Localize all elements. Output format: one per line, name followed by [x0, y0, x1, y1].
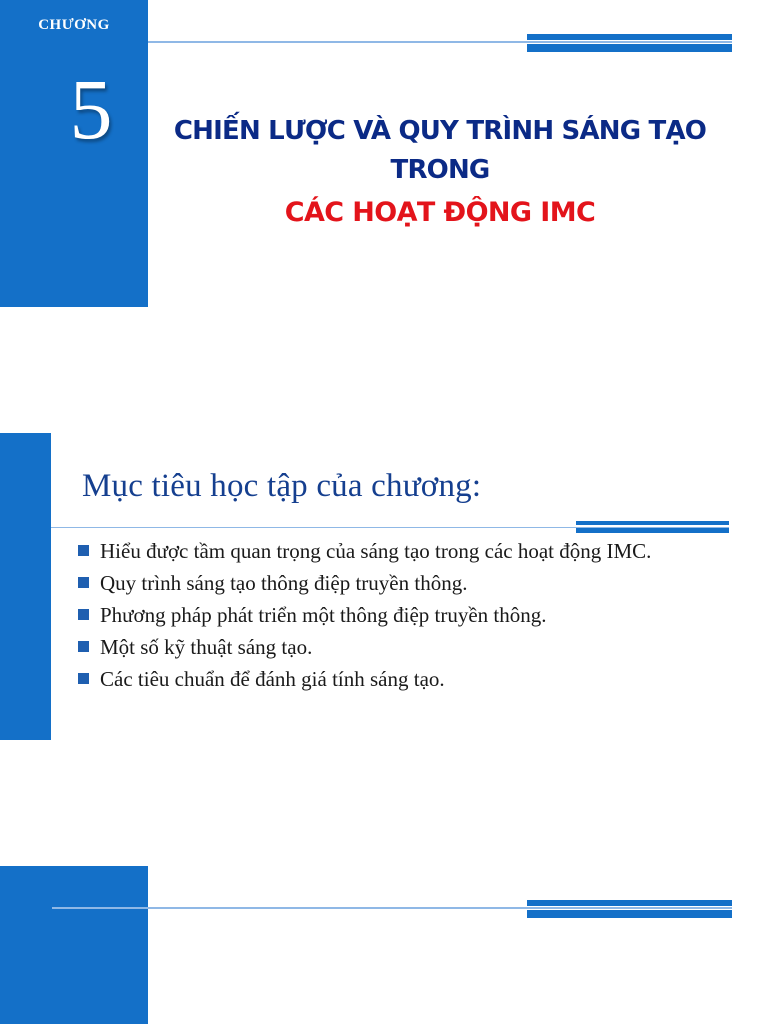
objectives-side-strip — [0, 433, 51, 740]
square-bullet-icon — [78, 673, 89, 684]
chapter-label: CHƯƠNG — [38, 17, 110, 33]
objective-text: Phương pháp phát triển một thông điệp truyền thông. — [100, 603, 547, 627]
objective-text: Các tiêu chuẩn để đánh giá tính sáng tạo. — [100, 667, 445, 691]
objectives-list — [78, 538, 720, 698]
chapter-number: 5 — [69, 61, 113, 157]
top-divider-line — [148, 41, 732, 43]
objectives-accent-bar — [576, 521, 729, 525]
objective-item — [78, 570, 720, 596]
top-accent-bar-lower — [527, 44, 732, 52]
slide-3-accent-bar — [527, 900, 732, 906]
square-bullet-icon — [78, 641, 89, 652]
objective-item — [78, 602, 720, 628]
objective-text: Quy trình sáng tạo thông điệp truyền thông. — [100, 571, 468, 595]
slide-3-side-panel — [0, 866, 148, 1024]
square-bullet-icon — [78, 545, 89, 556]
top-accent-bar — [527, 34, 732, 40]
chapter-title — [148, 112, 732, 234]
objective-text: Một số kỹ thuật sáng tạo. — [100, 635, 313, 659]
slide-3-accent-bar-lower — [527, 910, 732, 918]
objectives-heading: Mục tiêu học tập của chương: — [82, 468, 482, 504]
objective-item — [78, 634, 720, 660]
objective-item — [78, 538, 720, 564]
objectives-accent-bar-lower — [576, 528, 729, 533]
slide-3-divider-line — [52, 907, 732, 909]
chapter-title-line-2: TRONG — [390, 155, 490, 185]
chapter-title-line-3: CÁC HOẠT ĐỘNG IMC — [284, 197, 596, 228]
square-bullet-icon — [78, 609, 89, 620]
square-bullet-icon — [78, 577, 89, 588]
chapter-title-line-1: CHIẾN LƯỢC VÀ QUY TRÌNH SÁNG TẠO — [173, 116, 707, 146]
objective-text: Hiểu được tầm quan trọng của sáng tạo trong các hoạt động IMC. — [100, 539, 652, 563]
objective-item — [78, 666, 720, 692]
